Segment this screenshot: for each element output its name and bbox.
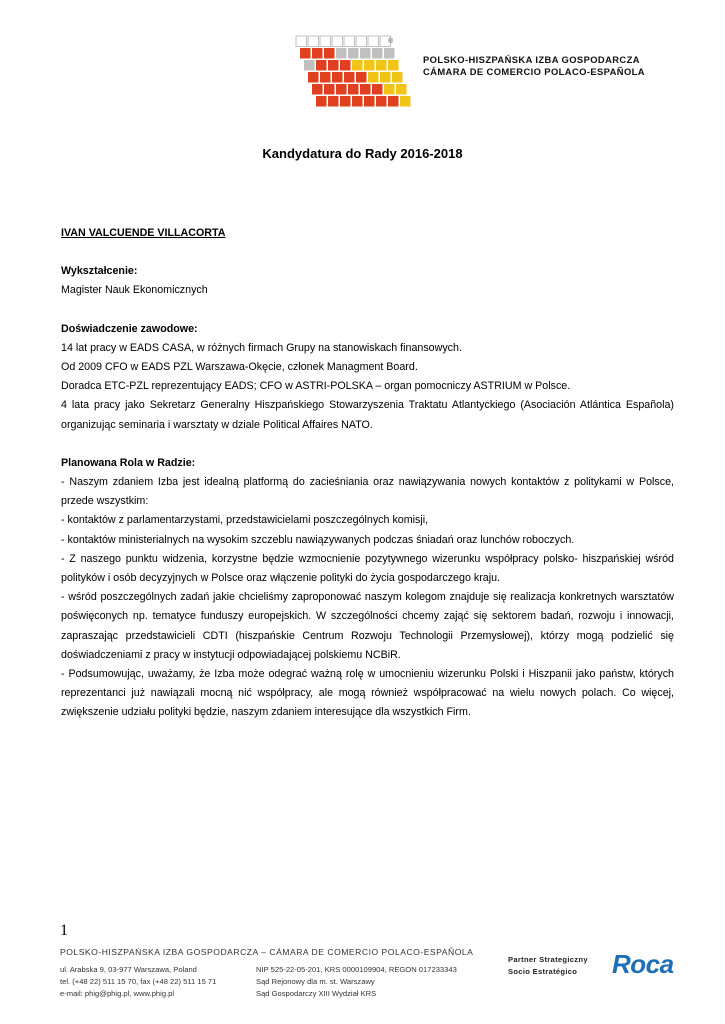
logo-square	[388, 96, 399, 107]
role-heading: Planowana Rola w Radzie:	[61, 456, 196, 469]
footer	[0, 947, 725, 1024]
logo-square	[344, 36, 355, 47]
roca-logo: Roca	[612, 949, 674, 979]
logo-square	[328, 96, 339, 107]
footer-contact	[60, 964, 216, 1000]
logo-square	[356, 36, 367, 47]
footer-phone: tel. (+48 22) 511 15 70, fax (+48 22) 511 15 71	[60, 977, 217, 986]
logo-square	[316, 96, 327, 107]
education-text: Magister Nauk Ekonomicznych	[61, 284, 208, 297]
footer-registration	[256, 964, 457, 1000]
logo-square	[372, 48, 383, 59]
role-paragraph: - Z naszego punktu widzenia, korzystne będzie wzmocnienie pozytywnego wizerunku współpracy polsko- hiszpańskiej wśród polityków i osób decyzyjnych w Polsce oraz włączenie polityki do życia gospodarczego kraju.	[61, 552, 674, 585]
logo-square	[320, 72, 331, 83]
partner-label-polish: Partner Strategiczny	[508, 955, 588, 964]
logo-square	[352, 96, 363, 107]
logo-square	[344, 72, 355, 83]
footer-court-dept: Sąd Gospodarczy XIII Wydział KRS	[256, 989, 377, 998]
logo-square	[368, 36, 379, 47]
logo-square	[364, 60, 375, 71]
role-paragraph: - kontaktów ministerialnych na wysokim szczeblu nawiązywanych podczas śniadań oraz lunchów roboczych.	[61, 533, 575, 546]
logo-square	[308, 36, 319, 47]
logo-square	[336, 48, 347, 59]
logo-square	[384, 84, 395, 95]
candidate-name: IVAN VALCUENDE VILLACORTA	[61, 227, 226, 239]
organization-name	[423, 54, 645, 78]
logo-square	[400, 96, 411, 107]
logo-square	[388, 60, 399, 71]
logo-square	[360, 48, 371, 59]
logo-square	[360, 84, 371, 95]
experience-line: 14 lat pracy w EADS CASA, w różnych firmach Grupy na stanowiskach finansowych.	[61, 341, 462, 354]
org-name-spanish: CÁMARA DE COMERCIO POLACO-ESPAÑOLA	[423, 66, 645, 77]
logo-square	[380, 72, 391, 83]
role-paragraph: - Naszym zdaniem Izba jest idealną platformą do zacieśniania oraz nawiązywania nowych kontaktów z politykami w Polsce, przede wszystkim:	[61, 476, 674, 508]
experience-line: Od 2009 CFO w EADS PZL Warszawa-Okęcie, członek Managment Board.	[61, 361, 418, 374]
logo-square	[384, 48, 395, 59]
org-name-polish: POLSKO-HISZPAŃSKA IZBA GOSPODARCZA	[423, 54, 640, 65]
education-heading: Wykształcenie:	[61, 265, 138, 278]
role-paragraph: - wśród poszczególnych zadań jakie chcieliśmy zaproponować naszym kolegom znajduje się realizacja konkretnych warsztatów poświęconych np. tematyce funduszy europejskich. W szczególności chcemy zająć się sektorem badań, rozwoju i innowacji, zapraszając przedstawicieli CDTI (hiszpańskie Centrum Rozwoju Technologii Przemysłowej), którzy mogą podzielić się doświadczeniami z pracy w instytucji odpowiadającej polskiemu NCBiR.	[61, 591, 674, 661]
partner-label-spanish: Socio Estratégico	[508, 967, 578, 976]
partner-label	[508, 954, 588, 978]
logo-square	[304, 60, 315, 71]
registered-mark: ®	[388, 38, 394, 45]
document-title: Kandydatura do Rady 2016-2018	[262, 146, 463, 161]
logo-square	[392, 72, 403, 83]
logo-square	[312, 48, 323, 59]
logo-square	[308, 72, 319, 83]
logo-square	[348, 84, 359, 95]
logo-square	[376, 96, 387, 107]
footer-court: Sąd Rejonowy dla m. st. Warszawy	[256, 977, 375, 986]
logo-square	[340, 96, 351, 107]
logo-square	[340, 60, 351, 71]
logo-square	[332, 72, 343, 83]
logo-square	[336, 84, 347, 95]
logo-square	[396, 84, 407, 95]
footer-email: e-mail: phig@phig.pl, www.phig.pl	[60, 989, 175, 998]
logo-square	[352, 60, 363, 71]
logo-square	[372, 84, 383, 95]
logo-square	[296, 36, 307, 47]
footer-org-name: POLSKO-HISZPAŃSKA IZBA GOSPODARCZA – CÁMARA DE COMERCIO POLACO-ESPAÑOLA	[60, 947, 474, 957]
experience-heading: Doświadczenie zawodowe:	[61, 322, 198, 335]
logo-square	[324, 84, 335, 95]
logo-square	[312, 84, 323, 95]
logo-square	[368, 72, 379, 83]
logo-square	[376, 60, 387, 71]
logo-square	[356, 72, 367, 83]
logo-square	[320, 36, 331, 47]
chamber-logo	[292, 30, 422, 112]
logo-square	[332, 36, 343, 47]
role-paragraph: - Podsumowując, uważamy, że Izba może odegrać ważną rolę w umocnieniu wizerunku Polski i Hiszpanii jako państw, których reprezentanci już nawiązali mocną nić współpracy, ale mogą również współpracować na wielu nowych polach. Co więcej, zwiększenie udziału polityki będzie, naszym zdaniem interesujące dla wszystkich Firm.	[61, 668, 674, 719]
footer-address: ul. Arabska 9, 03-977 Warszawa, Poland	[60, 965, 197, 974]
logo-square	[348, 48, 359, 59]
experience-line: Doradca ETC-PZL reprezentujący EADS; CFO w ASTRI-POLSKA – organ pomocniczy ASTRIUM w Polsce.	[61, 380, 571, 393]
document-body	[61, 224, 674, 723]
role-paragraph: - kontaktów z parlamentarzystami, przedstawicielami poszczególnych komisji,	[61, 514, 429, 527]
page-number: 1	[60, 922, 68, 939]
experience-line: 4 lata pracy jako Sekretarz Generalny Hiszpańskiego Stowarzyszenia Traktatu Atlantyckiego (Asociación Atlántica Española) organizując seminaria i warsztaty w dziale Political Affaires NATO.	[61, 399, 674, 431]
logo-square	[316, 60, 327, 71]
footer-nip: NIP 525-22-05-201, KRS 0000109904, REGON 017233343	[256, 965, 457, 974]
logo-square	[300, 48, 311, 59]
logo-square	[364, 96, 375, 107]
logo-square	[324, 48, 335, 59]
logo-square	[328, 60, 339, 71]
